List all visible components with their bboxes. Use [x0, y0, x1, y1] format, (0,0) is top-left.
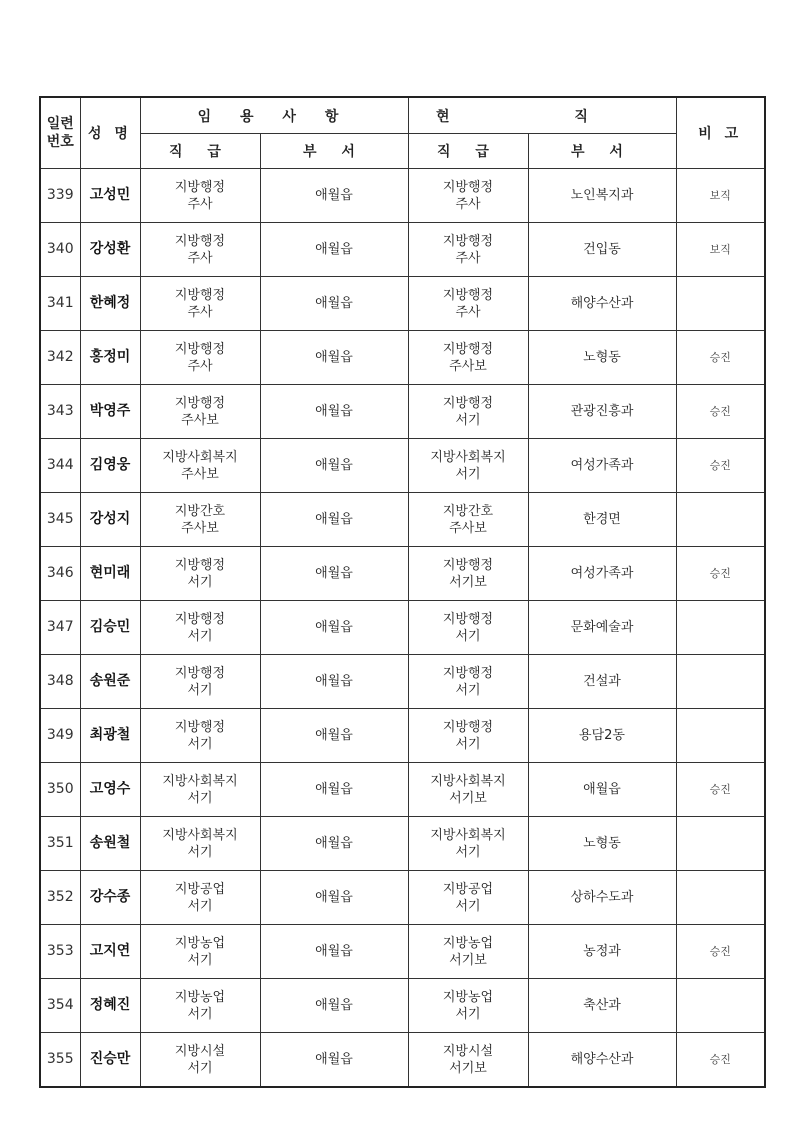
- current-grade: [408, 979, 528, 1033]
- remark: 승진: [676, 439, 765, 493]
- person-name: 홍정미: [80, 331, 140, 385]
- appointment-grade-rank: 주사보: [181, 412, 219, 428]
- current-department: 건입동: [528, 223, 676, 277]
- current-grade-rank: 서기: [455, 736, 481, 752]
- row-number: 346: [40, 547, 80, 601]
- appointment-grade-rank: 서기: [187, 790, 213, 806]
- appointment-grade: [140, 709, 260, 763]
- remark: [676, 493, 765, 547]
- current-grade: [408, 439, 528, 493]
- header-cur-grade: 직 급: [408, 134, 528, 169]
- current-grade-rank: 서기: [455, 898, 481, 914]
- current-grade: [408, 763, 528, 817]
- appointment-department: 애월읍: [260, 925, 408, 979]
- remark: 승진: [676, 547, 765, 601]
- current-department: 농정과: [528, 925, 676, 979]
- header-serial-line-2: 번호: [46, 134, 74, 150]
- current-department: 노형동: [528, 817, 676, 871]
- appointment-department: 애월읍: [260, 763, 408, 817]
- appointment-grade-rank: 서기: [187, 574, 213, 590]
- current-grade-series: 지방행정: [442, 341, 494, 357]
- header-appointment: 임 용 사 항: [140, 97, 408, 134]
- appointment-grade-series: 지방행정: [174, 233, 226, 249]
- appointment-grade: [140, 601, 260, 655]
- current-department: 용담2동: [528, 709, 676, 763]
- current-department: 해양수산과: [528, 1033, 676, 1088]
- appointment-department: 애월읍: [260, 817, 408, 871]
- current-grade-rank: 서기: [455, 1006, 481, 1022]
- current-grade-rank: 주사: [455, 250, 481, 266]
- row-number: 350: [40, 763, 80, 817]
- current-department: 상하수도과: [528, 871, 676, 925]
- current-grade-rank: 주사보: [449, 358, 487, 374]
- appointment-grade-rank: 서기: [187, 1006, 213, 1022]
- remark: 승진: [676, 925, 765, 979]
- remark: [676, 709, 765, 763]
- table-row: [40, 223, 765, 277]
- appointment-grade-series: 지방행정: [174, 611, 226, 627]
- current-grade-rank: 주사: [455, 304, 481, 320]
- row-number: 348: [40, 655, 80, 709]
- row-number: 352: [40, 871, 80, 925]
- current-grade-rank: 서기보: [449, 1060, 487, 1076]
- current-grade: [408, 277, 528, 331]
- row-number: 342: [40, 331, 80, 385]
- row-number: 347: [40, 601, 80, 655]
- remark: 승진: [676, 385, 765, 439]
- appointment-grade: [140, 493, 260, 547]
- appointment-grade-rank: 서기: [187, 682, 213, 698]
- current-grade-series: 지방행정: [442, 233, 494, 249]
- table-row: [40, 1033, 765, 1088]
- row-number: 344: [40, 439, 80, 493]
- appointment-grade-series: 지방사회복지: [162, 773, 238, 789]
- current-grade: [408, 493, 528, 547]
- header-current: 현 직: [408, 97, 676, 134]
- table-row: [40, 871, 765, 925]
- appointment-grade: [140, 925, 260, 979]
- table-row: [40, 385, 765, 439]
- remark: 승진: [676, 331, 765, 385]
- appointment-grade: [140, 979, 260, 1033]
- current-grade: [408, 223, 528, 277]
- table-row: [40, 817, 765, 871]
- row-number: 355: [40, 1033, 80, 1088]
- current-department: 노형동: [528, 331, 676, 385]
- appointment-grade-rank: 서기: [187, 628, 213, 644]
- appointment-grade: [140, 331, 260, 385]
- current-grade-rank: 주사보: [449, 520, 487, 536]
- current-grade-rank: 서기보: [449, 952, 487, 968]
- remark: 보직: [676, 223, 765, 277]
- table-row: [40, 979, 765, 1033]
- appointment-department: 애월읍: [260, 493, 408, 547]
- current-grade-series: 지방공업: [442, 881, 494, 897]
- table-row: [40, 331, 765, 385]
- appointment-grade: [140, 277, 260, 331]
- remark: 보직: [676, 169, 765, 223]
- appointment-grade-series: 지방행정: [174, 665, 226, 681]
- remark: 승진: [676, 1033, 765, 1088]
- current-department: 애월읍: [528, 763, 676, 817]
- current-grade-series: 지방행정: [442, 179, 494, 195]
- current-department: 노인복지과: [528, 169, 676, 223]
- current-department: 여성가족과: [528, 439, 676, 493]
- header-name: 성 명: [80, 97, 140, 169]
- current-grade: [408, 817, 528, 871]
- table-row: [40, 763, 765, 817]
- appointment-department: 애월읍: [260, 277, 408, 331]
- person-name: 최광철: [80, 709, 140, 763]
- appointment-grade-rank: 서기: [187, 952, 213, 968]
- appointment-department: 애월읍: [260, 385, 408, 439]
- current-department: 축산과: [528, 979, 676, 1033]
- person-name: 박영주: [80, 385, 140, 439]
- appointment-grade-series: 지방행정: [174, 557, 226, 573]
- appointment-grade-series: 지방행정: [174, 287, 226, 303]
- appointment-grade-rank: 주사보: [181, 466, 219, 482]
- current-grade-rank: 서기: [455, 682, 481, 698]
- current-grade-rank: 서기보: [449, 574, 487, 590]
- current-grade-rank: 서기: [455, 844, 481, 860]
- appointment-grade-rank: 서기: [187, 898, 213, 914]
- person-name: 송원철: [80, 817, 140, 871]
- person-name: 송원준: [80, 655, 140, 709]
- header-appt-dept: 부 서: [260, 134, 408, 169]
- appointment-department: 애월읍: [260, 1033, 408, 1088]
- current-grade-series: 지방행정: [442, 287, 494, 303]
- current-department: 여성가족과: [528, 547, 676, 601]
- appointment-department: 애월읍: [260, 331, 408, 385]
- remark: [676, 979, 765, 1033]
- row-number: 345: [40, 493, 80, 547]
- appointment-grade: [140, 169, 260, 223]
- table-row: [40, 169, 765, 223]
- row-number: 341: [40, 277, 80, 331]
- person-name: 강성환: [80, 223, 140, 277]
- current-grade-series: 지방농업: [442, 989, 494, 1005]
- current-grade: [408, 331, 528, 385]
- person-name: 김영웅: [80, 439, 140, 493]
- current-grade-rank: 주사: [455, 196, 481, 212]
- row-number: 340: [40, 223, 80, 277]
- current-grade-series: 지방사회복지: [430, 827, 506, 843]
- current-grade-rank: 서기: [455, 466, 481, 482]
- current-grade: [408, 169, 528, 223]
- row-number: 353: [40, 925, 80, 979]
- appointment-grade: [140, 655, 260, 709]
- appointment-department: 애월읍: [260, 601, 408, 655]
- appointment-grade-series: 지방행정: [174, 395, 226, 411]
- appointment-grade-rank: 서기: [187, 1060, 213, 1076]
- table-row: [40, 493, 765, 547]
- appointment-grade: [140, 1033, 260, 1088]
- table-row: [40, 547, 765, 601]
- appointment-grade-series: 지방간호: [174, 503, 226, 519]
- appointment-grade: [140, 439, 260, 493]
- appointment-grade: [140, 547, 260, 601]
- appointment-grade-rank: 주사: [187, 196, 213, 212]
- appointment-department: 애월읍: [260, 979, 408, 1033]
- appointment-grade-series: 지방농업: [174, 935, 226, 951]
- table-row: [40, 925, 765, 979]
- appointment-grade-series: 지방행정: [174, 719, 226, 735]
- current-grade-series: 지방사회복지: [430, 449, 506, 465]
- current-grade: [408, 655, 528, 709]
- table-row: [40, 439, 765, 493]
- appointment-grade-rank: 주사: [187, 304, 213, 320]
- table-body: [40, 169, 765, 1088]
- appointment-grade: [140, 817, 260, 871]
- row-number: 351: [40, 817, 80, 871]
- row-number: 349: [40, 709, 80, 763]
- current-grade: [408, 547, 528, 601]
- table-row: [40, 709, 765, 763]
- current-department: 건설과: [528, 655, 676, 709]
- header-cur-dept: 부 서: [528, 134, 676, 169]
- personnel-table: [39, 96, 766, 1088]
- person-name: 강수종: [80, 871, 140, 925]
- table-row: [40, 601, 765, 655]
- appointment-grade: [140, 223, 260, 277]
- appointment-department: 애월읍: [260, 547, 408, 601]
- header-remarks: 비 고: [676, 97, 765, 169]
- header-appt-grade: 직 급: [140, 134, 260, 169]
- current-grade-series: 지방행정: [442, 395, 494, 411]
- appointment-grade-rank: 주사: [187, 250, 213, 266]
- current-grade: [408, 1033, 528, 1088]
- current-grade-series: 지방간호: [442, 503, 494, 519]
- current-department: 한경면: [528, 493, 676, 547]
- current-grade-series: 지방행정: [442, 611, 494, 627]
- remark: [676, 277, 765, 331]
- person-name: 현미래: [80, 547, 140, 601]
- current-department: 관광진흥과: [528, 385, 676, 439]
- person-name: 한혜정: [80, 277, 140, 331]
- current-grade-series: 지방농업: [442, 935, 494, 951]
- appointment-department: 애월읍: [260, 439, 408, 493]
- person-name: 고영수: [80, 763, 140, 817]
- appointment-grade-series: 지방사회복지: [162, 827, 238, 843]
- appointment-grade-series: 지방농업: [174, 989, 226, 1005]
- current-grade-series: 지방행정: [442, 719, 494, 735]
- current-department: 문화예술과: [528, 601, 676, 655]
- appointment-grade-series: 지방시설: [174, 1043, 226, 1059]
- current-grade: [408, 601, 528, 655]
- appointment-grade: [140, 763, 260, 817]
- remark: [676, 871, 765, 925]
- current-grade-series: 지방행정: [442, 557, 494, 573]
- row-number: 354: [40, 979, 80, 1033]
- appointment-grade-series: 지방행정: [174, 179, 226, 195]
- appointment-department: 애월읍: [260, 709, 408, 763]
- person-name: 김승민: [80, 601, 140, 655]
- appointment-department: 애월읍: [260, 871, 408, 925]
- person-name: 고성민: [80, 169, 140, 223]
- table-header: [40, 97, 765, 169]
- current-grade: [408, 871, 528, 925]
- appointment-grade: [140, 871, 260, 925]
- appointment-department: 애월읍: [260, 655, 408, 709]
- remark: [676, 601, 765, 655]
- current-department: 해양수산과: [528, 277, 676, 331]
- appointment-department: 애월읍: [260, 223, 408, 277]
- current-grade: [408, 925, 528, 979]
- current-grade-rank: 서기보: [449, 790, 487, 806]
- remark: 승진: [676, 763, 765, 817]
- appointment-grade: [140, 385, 260, 439]
- appointment-grade-series: 지방공업: [174, 881, 226, 897]
- current-grade-series: 지방시설: [442, 1043, 494, 1059]
- current-grade-series: 지방행정: [442, 665, 494, 681]
- current-grade-rank: 서기: [455, 628, 481, 644]
- person-name: 정혜진: [80, 979, 140, 1033]
- person-name: 진승만: [80, 1033, 140, 1088]
- person-name: 강성지: [80, 493, 140, 547]
- row-number: 343: [40, 385, 80, 439]
- person-name: 고지연: [80, 925, 140, 979]
- appointment-department: 애월읍: [260, 169, 408, 223]
- appointment-grade-rank: 서기: [187, 736, 213, 752]
- header-serial-line-1: 일련: [46, 116, 74, 132]
- current-grade-series: 지방사회복지: [430, 773, 506, 789]
- appointment-grade-series: 지방사회복지: [162, 449, 238, 465]
- row-number: 339: [40, 169, 80, 223]
- table-row: [40, 655, 765, 709]
- appointment-grade-rank: 주사: [187, 358, 213, 374]
- current-grade: [408, 709, 528, 763]
- current-grade: [408, 385, 528, 439]
- remark: [676, 817, 765, 871]
- appointment-grade-rank: 주사보: [181, 520, 219, 536]
- header-serial: [40, 97, 80, 169]
- table-row: [40, 277, 765, 331]
- appointment-grade-rank: 서기: [187, 844, 213, 860]
- appointment-grade-series: 지방행정: [174, 341, 226, 357]
- remark: [676, 655, 765, 709]
- current-grade-rank: 서기: [455, 412, 481, 428]
